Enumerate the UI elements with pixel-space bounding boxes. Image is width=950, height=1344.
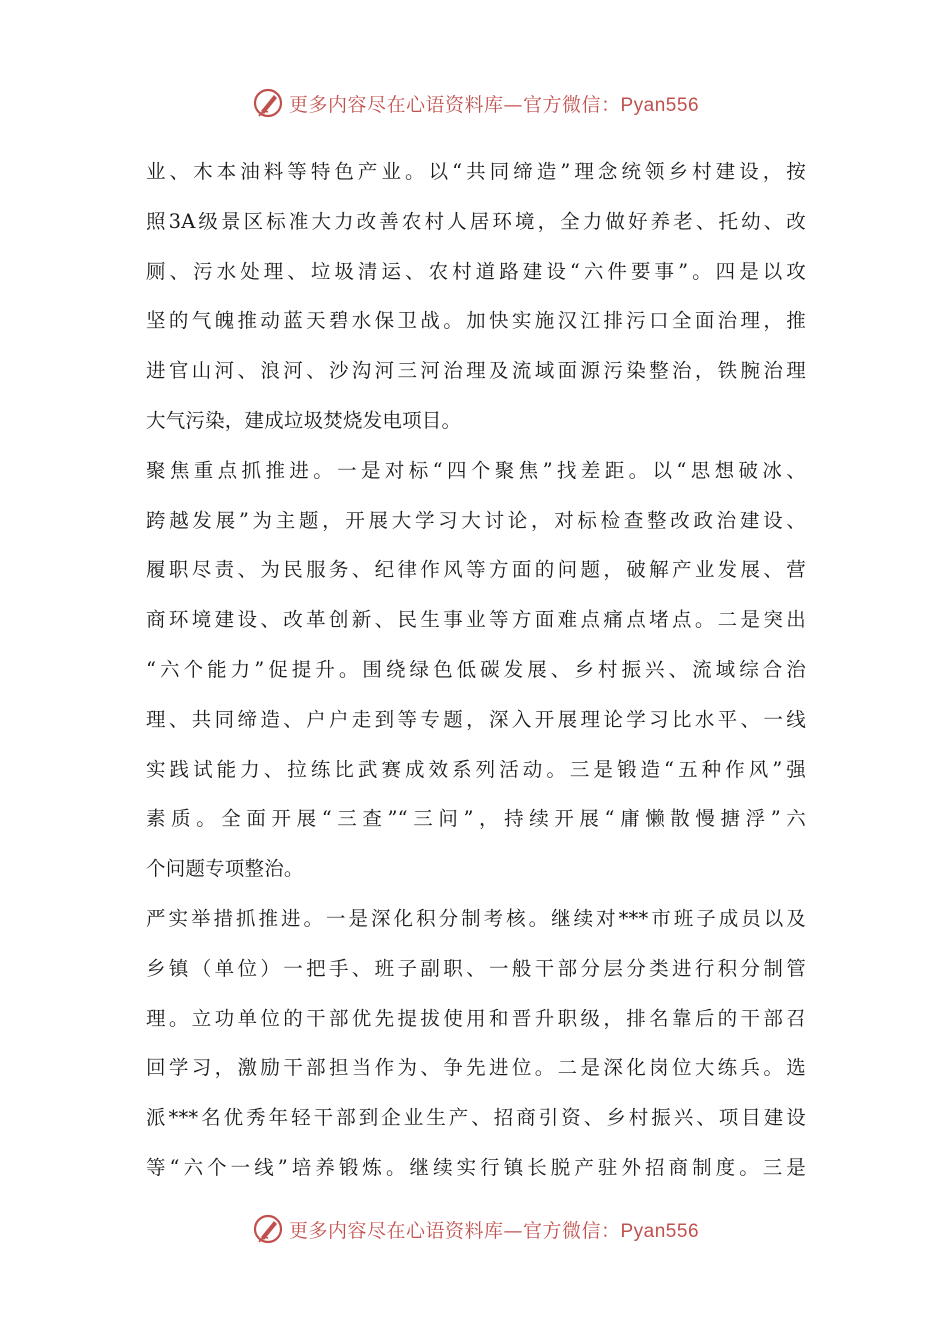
text-line: 坚的气魄推动蓝天碧水保卫战。加快实施汉江排污口全面治理，推 — [146, 309, 806, 333]
text-line: 回学习，激励干部担当作为、争先进位。二是深化岗位大练兵。选 — [146, 1056, 806, 1080]
text-line: 业、木本油料等特色产业。以“共同缔造”理念统领乡村建设，按 — [146, 160, 806, 183]
text-line: 照3A级景区标准大力改善农村人居环境，全力做好养老、托幼、改 — [146, 209, 806, 233]
header-banner-text: 更多内容尽在心语资料库—官方微信：Pyan556 — [288, 93, 700, 116]
text-line: 理、共同缔造、户户走到等专题，深入开展理论学习比水平、一线 — [146, 707, 806, 731]
text-line: 聚焦重点抓推进。一是对标“四个聚焦”找差距。以“思想破冰、 — [146, 458, 806, 482]
text-line: 严实举措抓推进。一是深化积分制考核。继续对***市班子成员以及 — [146, 906, 806, 930]
header-wechat-id: Pyan556 — [620, 94, 700, 116]
footer-banner-text: 更多内容尽在心语资料库—官方微信：Pyan556 — [288, 1219, 700, 1242]
text-line: 派***名优秀年轻干部到企业生产、招商引资、乡村振兴、项目建设 — [146, 1106, 806, 1130]
text-line: 大气污染，建成垃圾焚烧发电项目。 — [146, 408, 462, 432]
text-line: “六个能力”促提升。围绕绿色低碳发展、乡村振兴、流域综合治 — [146, 657, 806, 681]
pen-logo-icon — [251, 1212, 285, 1246]
footer-banner — [0, 1209, 950, 1249]
text-line: 个问题专项整治。 — [146, 857, 304, 881]
text-line: 乡镇（单位）一把手、班子副职、一般干部分层分类进行积分制管 — [146, 956, 806, 980]
text-line: 实践试能力、拉练比武赛成效系列活动。三是锻造“五种作风”强 — [146, 757, 806, 781]
document-body — [146, 147, 806, 1193]
text-line: 等“六个一线”培养锻炼。继续实行镇长脱产驻外招商制度。三是 — [146, 1155, 806, 1179]
footer-wechat-id: Pyan556 — [620, 1220, 700, 1242]
text-line: 理。立功单位的干部优先提拔使用和晋升职级，排名靠后的干部召 — [146, 1006, 806, 1030]
text-line: 进官山河、浪河、沙沟河三河治理及流域面源污染整治，铁腕治理 — [146, 359, 806, 383]
text-line: 厕、污水处理、垃圾清运、农村道路建设“六件要事”。四是以攻 — [146, 259, 806, 283]
text-line: 素质。全面开展“三查”“三问”，持续开展“庸懒散慢搪浮”六 — [146, 807, 806, 831]
header-banner — [0, 83, 950, 123]
text-line: 商环境建设、改革创新、民生事业等方面难点痛点堵点。二是突出 — [146, 608, 806, 632]
pen-logo-icon — [251, 86, 285, 120]
text-line: 跨越发展”为主题，开展大学习大讨论，对标检查整改政治建设、 — [146, 508, 806, 532]
text-line: 履职尽责、为民服务、纪律作风等方面的问题，破解产业发展、营 — [146, 558, 806, 582]
